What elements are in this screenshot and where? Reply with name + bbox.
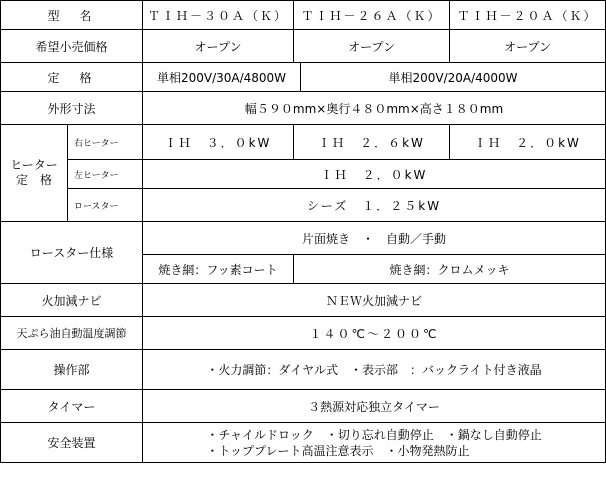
model-label: 型 名 bbox=[1, 1, 143, 30]
tempura-value: １４０℃～２００℃ bbox=[143, 317, 606, 350]
price-20: オープン bbox=[450, 30, 606, 63]
rating-26-20: 単相200V/20A/4000W bbox=[301, 63, 606, 92]
model-20: ＴＩＨ－２０Ａ（Ｋ） bbox=[450, 1, 606, 30]
rating-30: 単相200V/30A/4800W bbox=[143, 63, 301, 92]
safety-line1: ・チャイルドロック ・切り忘れ自動停止 ・鍋なし自動停止 bbox=[206, 427, 542, 442]
heat-navi-label: 火加減ナビ bbox=[1, 284, 143, 317]
heater-label-line1: ヒーター bbox=[10, 158, 58, 172]
price-30: オープン bbox=[143, 30, 294, 63]
roaster-spec-net-26-20: 焼き網：クロムメッキ bbox=[294, 255, 606, 284]
heater-label bbox=[1, 125, 68, 222]
row-dimensions bbox=[1, 92, 606, 125]
heater-left-label: 左ヒーター bbox=[68, 160, 143, 189]
heater-label-line2: 定 格 bbox=[15, 173, 52, 187]
rating-label: 定 格 bbox=[1, 63, 143, 92]
safety-value bbox=[143, 423, 606, 463]
row-heater-right bbox=[1, 125, 606, 160]
heater-right-30: ＩＨ ３．０kW bbox=[143, 125, 294, 160]
row-roaster-spec-top bbox=[1, 222, 606, 255]
model-30: ＴＩＨ－３０Ａ（Ｋ） bbox=[143, 1, 294, 30]
row-tempura bbox=[1, 317, 606, 350]
safety-line2: ・トッププレート高温注意表示 ・小物発熱防止 bbox=[206, 443, 470, 458]
row-heat-navi bbox=[1, 284, 606, 317]
roaster-spec-label: ロースター仕様 bbox=[1, 222, 143, 284]
heater-left-value: ＩＨ ２．０kW bbox=[143, 160, 606, 189]
row-heater-left bbox=[1, 160, 606, 189]
heat-navi-value: ＮＥＷ火加減ナビ bbox=[143, 284, 606, 317]
controls-value: ・火力調節：ダイヤル式 ・表示部 ：バックライト付き液晶 bbox=[143, 350, 606, 390]
heater-right-label: 右ヒーター bbox=[68, 125, 143, 160]
dimensions-value: 幅５９０mm×奥行４８０mm×高さ１８０mm bbox=[143, 92, 606, 125]
roaster-spec-top: 片面焼き ・ 自動／手動 bbox=[143, 222, 606, 255]
price-label: 希望小売価格 bbox=[1, 30, 143, 63]
row-price bbox=[1, 30, 606, 63]
heater-roaster-label: ロースター bbox=[68, 189, 143, 222]
safety-lines bbox=[206, 427, 541, 459]
row-controls bbox=[1, 350, 606, 390]
row-heater-roaster bbox=[1, 189, 606, 222]
tempura-label: 天ぷら油自動温度調節 bbox=[1, 317, 143, 350]
roaster-spec-net-30: 焼き網：フッ素コート bbox=[143, 255, 294, 284]
row-model bbox=[1, 1, 606, 30]
timer-value: ３熱源対応独立タイマー bbox=[143, 390, 606, 423]
controls-label: 操作部 bbox=[1, 350, 143, 390]
heater-right-20: ＩＨ ２．０kW bbox=[450, 125, 606, 160]
price-26: オープン bbox=[294, 30, 450, 63]
row-safety bbox=[1, 423, 606, 463]
heater-roaster-value: シーズ １．２５kW bbox=[143, 189, 606, 222]
timer-label: タイマー bbox=[1, 390, 143, 423]
dimensions-label: 外形寸法 bbox=[1, 92, 143, 125]
heater-right-26: ＩＨ ２．６kW bbox=[294, 125, 450, 160]
row-rating bbox=[1, 63, 606, 92]
row-timer bbox=[1, 390, 606, 423]
safety-label: 安全装置 bbox=[1, 423, 143, 463]
model-26: ＴＩＨ－２６Ａ（Ｋ） bbox=[294, 1, 450, 30]
